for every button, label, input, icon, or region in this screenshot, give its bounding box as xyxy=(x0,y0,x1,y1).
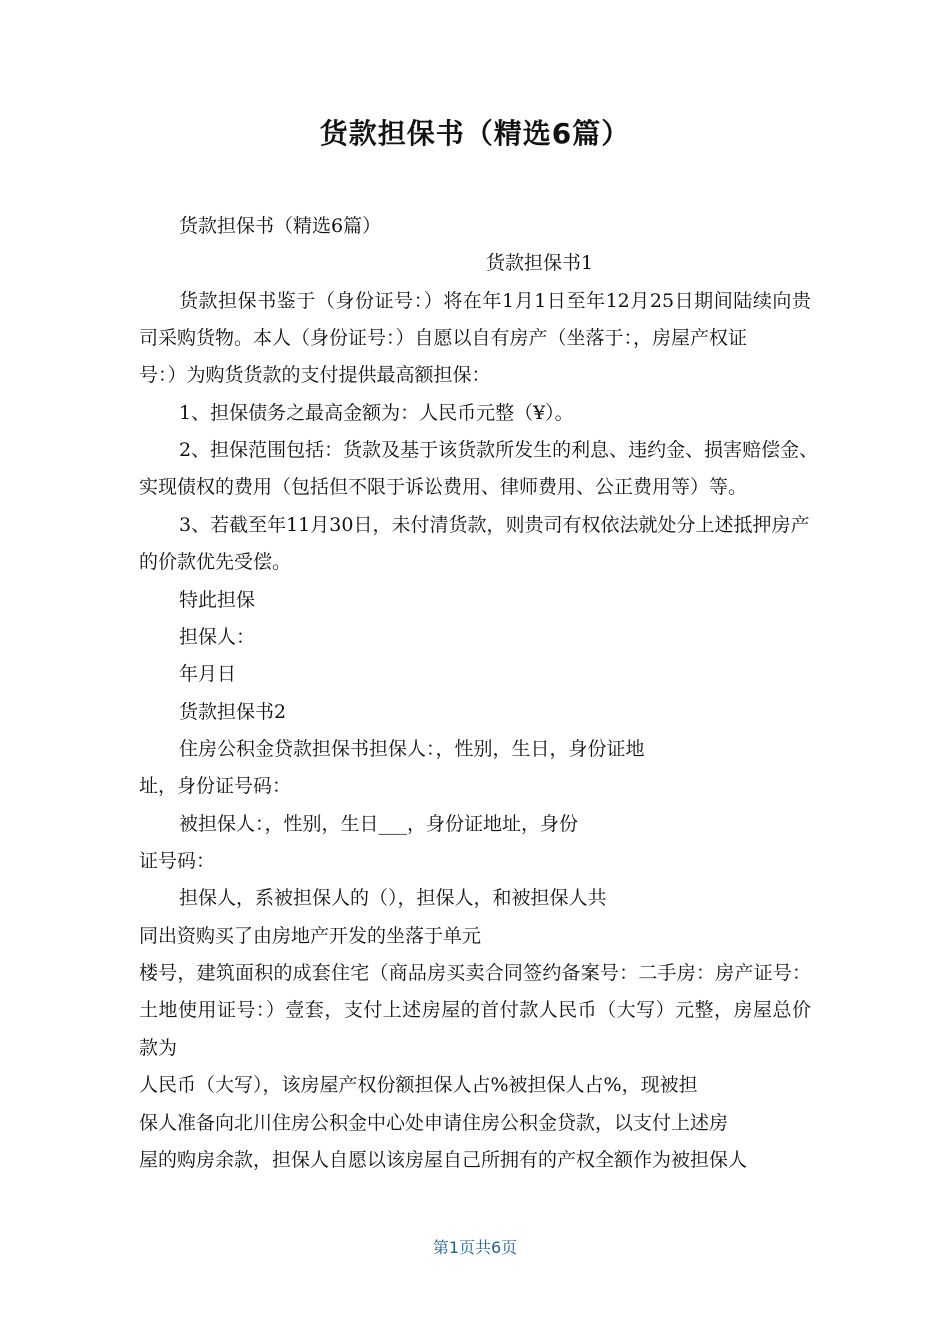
document-title: 货款担保书（精选6篇） xyxy=(319,117,631,150)
section-heading-2: 货款担保书2 xyxy=(179,701,287,723)
paragraph-line: 住房公积金贷款担保书担保人：，性别，生日，身份证地 xyxy=(179,738,645,760)
intro-heading: 货款担保书（精选6篇） xyxy=(179,215,382,237)
paragraph-line: 担保人，系被担保人的（），担保人，和被担保人共 xyxy=(179,887,607,909)
paragraph-line: 证号码： xyxy=(139,850,216,872)
paragraph-line: 货款担保书鉴于（身份证号：）将在年1月1日至年12月25日期间陆续向贵 xyxy=(179,290,811,312)
paragraph-line: 屋的购房余款，担保人自愿以该房屋自己所拥有的产权全额作为被担保人 xyxy=(139,1149,748,1171)
paragraph-line: 司采购货物。本人（身份证号：）自愿以自有房产（坐落于：，房屋产权证 xyxy=(139,327,748,349)
section-heading-1: 货款担保书1 xyxy=(486,252,594,274)
paragraph-line: 址，身份证号码： xyxy=(139,775,292,797)
paragraph-line: 号：）为购货货款的支付提供最高额担保： xyxy=(139,364,491,386)
paragraph-line: 楼号，建筑面积的成套住宅（商品房买卖合同签约备案号：二手房：房产证号： xyxy=(139,962,811,984)
clause-2: 2、担保范围包括：货款及基于该货款所发生的利息、违约金、损害赔偿金、 xyxy=(179,439,819,461)
paragraph-line: 的价款优先受偿。 xyxy=(139,551,292,573)
date-label: 年月日 xyxy=(179,663,237,685)
paragraph-line: 土地使用证号：）壹套，支付上述房屋的首付款人民币（大写）元整，房屋总价 xyxy=(139,999,811,1021)
paragraph-line: 同出资购买了由房地产开发的坐落于单元 xyxy=(139,925,482,947)
paragraph-line: 被担保人：，性别，生日___，身份证地址，身份 xyxy=(179,813,579,835)
paragraph-line: 款为 xyxy=(139,1037,178,1059)
guarantor-signature-label: 担保人： xyxy=(179,626,256,648)
paragraph-line: 保人准备向北川住房公积金中心处申请住房公积金贷款，以支付上述房 xyxy=(139,1112,729,1134)
page-number: 第1页共6页 xyxy=(432,1238,518,1257)
clause-1: 1、担保债务之最高金额为：人民币元整（¥）。 xyxy=(179,402,574,424)
paragraph-line: 人民币（大写），该房屋产权份额担保人占%被担保人占%，现被担 xyxy=(139,1074,698,1096)
paragraph-line: 实现债权的费用（包括但不限于诉讼费用、律师费用、公正费用等）等。 xyxy=(139,476,748,498)
clause-3: 3、若截至年11月30日，未付清货款，则贵司有权依法就处分上述抵押房产 xyxy=(179,514,810,536)
closing-phrase: 特此担保 xyxy=(179,589,256,611)
